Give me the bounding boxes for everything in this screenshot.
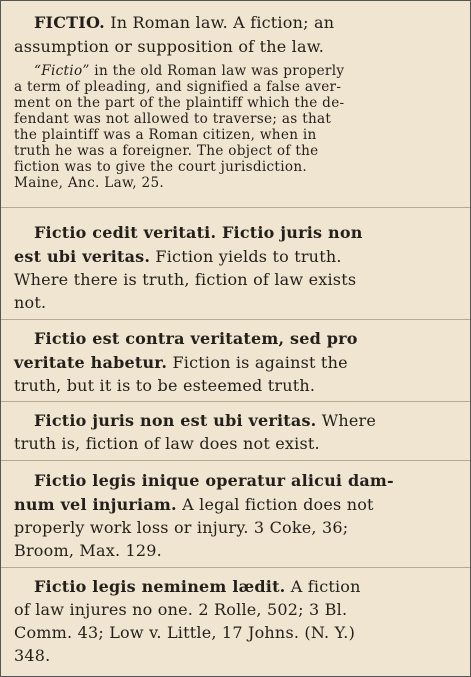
entry-line — [34, 13, 334, 32]
headword: Fictio est contra veritatem, sed pro — [34, 329, 358, 348]
headword: veritate habetur. — [14, 353, 168, 372]
definition-text: assumption or supposition of the law. — [14, 37, 325, 56]
note-line — [14, 177, 164, 191]
entry-line — [14, 293, 46, 312]
note-line — [34, 65, 344, 79]
definition-text: Fiction yields to truth. — [150, 247, 342, 266]
entry-line — [14, 353, 348, 372]
entry-divider — [1, 319, 470, 320]
headword: Fictio cedit veritati. Fictio juris non — [34, 223, 363, 242]
entry-line — [14, 518, 348, 537]
note-line — [14, 129, 317, 143]
entry-line — [14, 623, 355, 642]
entry-line — [34, 329, 358, 348]
definition-text: Fiction is against the — [167, 353, 348, 372]
definition-text: A legal fiction does not — [176, 495, 374, 514]
definition-text: In Roman law. A fiction; an — [104, 13, 335, 32]
entry-line — [14, 600, 347, 619]
note-text: ment on the part of the plaintiff which the de- — [14, 95, 345, 111]
definition-text: truth, but it is to be esteemed truth. — [14, 376, 316, 395]
headword: num vel injuriam. — [14, 495, 177, 514]
note-line — [14, 97, 344, 111]
headword: Fictio juris non est ubi veritas. — [34, 411, 317, 430]
definition-text: 348. — [14, 646, 51, 665]
note-term: “Fictio” — [34, 63, 90, 79]
headword: Fictio legis neminem lædit. — [34, 577, 286, 596]
headword: FICTIO. — [34, 13, 105, 32]
entry-line — [34, 577, 361, 596]
entry-line — [14, 270, 356, 289]
note-text: in the old Roman law was properly — [89, 63, 345, 79]
note-text: the plaintiff was a Roman citizen, when in — [14, 127, 317, 143]
definition-text: Where there is truth, fiction of law exists — [14, 270, 357, 289]
definition-text: truth is, fiction of law does not exist. — [14, 434, 320, 453]
definition-text: Where — [316, 411, 377, 430]
entry-line — [34, 471, 394, 490]
entry-divider — [1, 460, 470, 461]
definition-text: Comm. 43; Low v. Little, 17 Johns. (N. Y.) — [14, 623, 356, 642]
entry-divider — [1, 567, 470, 568]
note-line — [14, 113, 331, 127]
entry-line — [14, 646, 50, 665]
entry-line — [14, 434, 320, 453]
entry-line — [34, 411, 376, 430]
entry-line — [14, 37, 324, 56]
note-line — [14, 161, 307, 175]
note-text: fiction was to give the court jurisdiction. — [14, 159, 308, 175]
entry-line — [14, 541, 162, 560]
entry-line — [14, 376, 315, 395]
definition-text: Broom, Max. 129. — [14, 541, 162, 560]
note-text: fendant was not allowed to traverse; as that — [14, 111, 332, 127]
headword: Fictio legis inique operatur alicui dam- — [34, 471, 394, 490]
note-line — [14, 145, 319, 159]
note-text: truth he was a foreigner. The object of the — [14, 143, 319, 159]
entry-divider — [1, 401, 470, 402]
note-line — [14, 81, 341, 95]
definition-text: properly work loss or injury. 3 Coke, 36; — [14, 518, 349, 537]
entry-line — [34, 223, 363, 242]
entry-divider — [1, 207, 470, 208]
note-text: a term of pleading, and signified a false aver- — [14, 79, 342, 95]
entry-line — [14, 247, 342, 266]
definition-text: not. — [14, 293, 47, 312]
note-text: Maine, Anc. Law, 25. — [14, 175, 165, 191]
entry-line — [14, 495, 374, 514]
headword: est ubi veritas. — [14, 247, 151, 266]
definition-text: of law injures no one. 2 Rolle, 502; 3 Bl. — [14, 600, 348, 619]
definition-text: A fiction — [285, 577, 361, 596]
